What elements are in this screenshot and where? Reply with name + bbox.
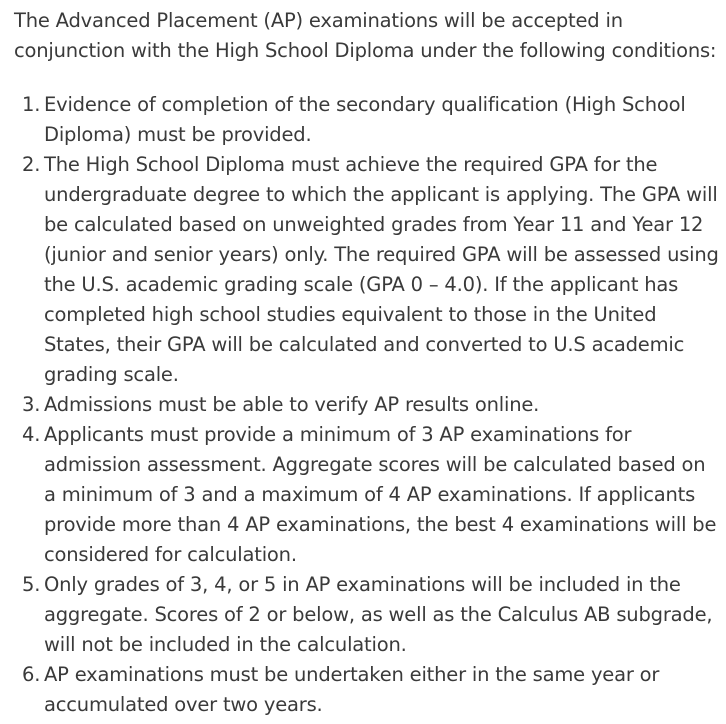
condition-text: Applicants must provide a minimum of 3 AP examinations for admission assessment. Aggregate scores will be calculated based on a minimum of 3 and a maximum of 4 AP examinations. If applicants provide more than 4 AP examinations, the best 4 examinations will be considered for calculation. xyxy=(44,423,717,566)
condition-text: The High School Diploma must achieve the required GPA for the undergraduate degree to which the applicant is applying. The GPA will be calculated based on unweighted grades from Year 11 and Year 12 (junior and senior years) only. The required GPA will be assessed using the U.S. academic grading scale (GPA 0 – 4.0). If the applicant has completed high school studies equivalent to those in the United States, their GPA will be calculated and converted to U.S academic grading scale. xyxy=(44,153,719,386)
condition-number: 3. xyxy=(22,393,41,416)
condition-item xyxy=(14,390,720,420)
condition-item xyxy=(14,90,720,150)
condition-item xyxy=(14,150,720,390)
condition-text: Admissions must be able to verify AP results online. xyxy=(44,393,540,416)
condition-item xyxy=(14,660,720,720)
conditions-list xyxy=(14,90,720,720)
condition-number: 2. xyxy=(22,153,41,176)
condition-number: 6. xyxy=(22,663,41,686)
condition-number: 5. xyxy=(22,573,41,596)
intro-paragraph: The Advanced Placement (AP) examinations will be accepted in conjunction with the High School Diploma under the following conditions: xyxy=(14,9,717,62)
condition-item xyxy=(14,570,720,660)
condition-number: 4. xyxy=(22,423,41,446)
condition-number: 1. xyxy=(22,93,41,116)
condition-text: AP examinations must be undertaken either in the same year or accumulated over two years. xyxy=(44,663,660,716)
condition-item xyxy=(14,420,720,570)
condition-text: Evidence of completion of the secondary qualification (High School Diploma) must be provided. xyxy=(44,93,686,146)
condition-text: Only grades of 3, 4, or 5 in AP examinations will be included in the aggregate. Scores of 2 or below, as well as the Calculus AB subgrade, will not be included in the calculation. xyxy=(44,573,713,656)
